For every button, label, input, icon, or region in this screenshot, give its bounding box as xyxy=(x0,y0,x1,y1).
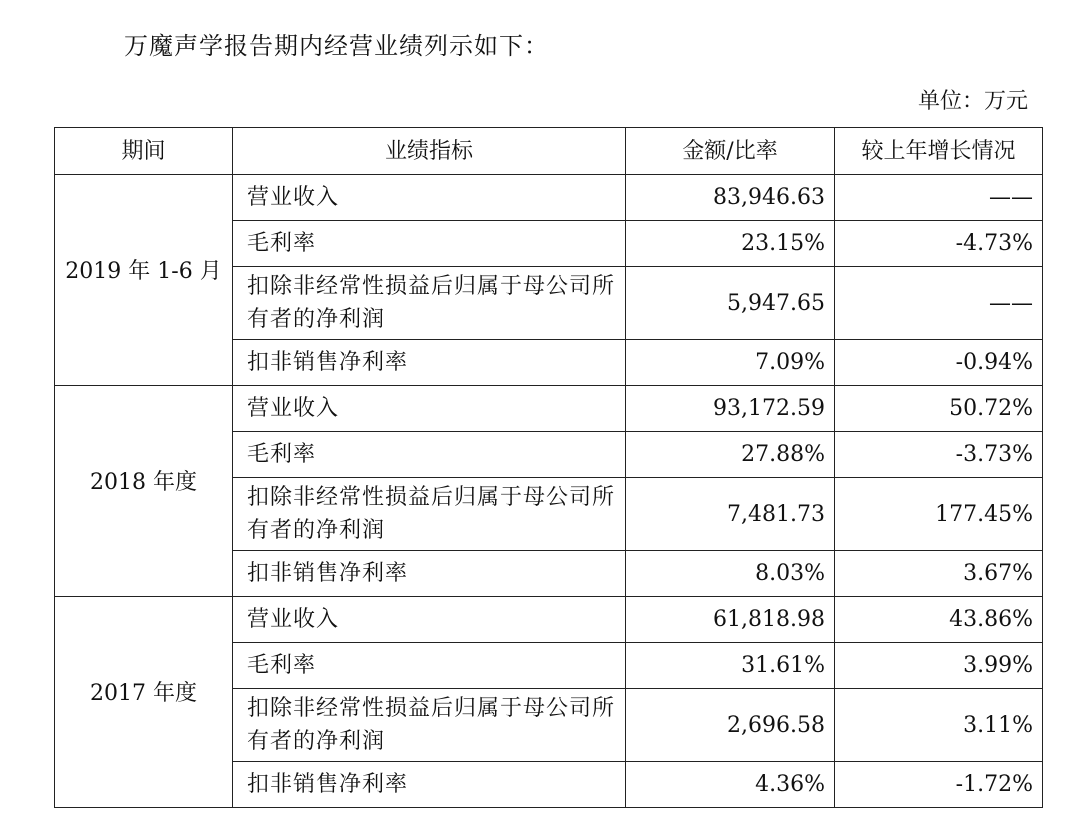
growth-cell: 43.86% xyxy=(835,597,1043,643)
value-cell: 61,818.98 xyxy=(626,597,835,643)
growth-cell: -0.94% xyxy=(835,340,1043,386)
value-cell: 31.61% xyxy=(626,643,835,689)
header-growth: 较上年增长情况 xyxy=(835,128,1043,175)
metric-cell: 扣非销售净利率 xyxy=(233,551,626,597)
value-cell: 7,481.73 xyxy=(626,478,835,551)
metric-cell: 扣非销售净利率 xyxy=(233,340,626,386)
header-value: 金额/比率 xyxy=(626,128,835,175)
growth-cell: -3.73% xyxy=(835,432,1043,478)
unit-label: 单位：万元 xyxy=(917,89,1028,114)
header-period: 期间 xyxy=(55,128,233,175)
value-cell: 27.88% xyxy=(626,432,835,478)
value-cell: 93,172.59 xyxy=(626,386,835,432)
value-cell: 8.03% xyxy=(626,551,835,597)
header-row xyxy=(55,128,1043,175)
period-cell: 2018 年度 xyxy=(55,386,233,597)
performance-table xyxy=(54,127,1043,808)
metric-cell: 营业收入 xyxy=(233,597,626,643)
intro-text: 万魔声学报告期内经营业绩列示如下： xyxy=(124,32,549,60)
growth-cell: 50.72% xyxy=(835,386,1043,432)
period-cell: 2017 年度 xyxy=(55,597,233,808)
growth-cell: —— xyxy=(835,175,1043,221)
metric-cell: 营业收入 xyxy=(233,386,626,432)
metric-cell: 营业收入 xyxy=(233,175,626,221)
metric-cell: 扣除非经常性损益后归属于母公司所有者的净利润 xyxy=(233,478,626,551)
growth-cell: 3.99% xyxy=(835,643,1043,689)
table-row xyxy=(55,175,1043,221)
value-cell: 83,946.63 xyxy=(626,175,835,221)
table-row xyxy=(55,386,1043,432)
header-metric: 业绩指标 xyxy=(233,128,626,175)
value-cell: 2,696.58 xyxy=(626,689,835,762)
growth-cell: 3.11% xyxy=(835,689,1043,762)
growth-cell: 3.67% xyxy=(835,551,1043,597)
growth-cell: 177.45% xyxy=(835,478,1043,551)
growth-cell: -4.73% xyxy=(835,221,1043,267)
value-cell: 5,947.65 xyxy=(626,267,835,340)
growth-cell: -1.72% xyxy=(835,762,1043,808)
growth-cell: —— xyxy=(835,267,1043,340)
metric-cell: 扣非销售净利率 xyxy=(233,762,626,808)
value-cell: 23.15% xyxy=(626,221,835,267)
value-cell: 4.36% xyxy=(626,762,835,808)
table-row xyxy=(55,597,1043,643)
metric-cell: 扣除非经常性损益后归属于母公司所有者的净利润 xyxy=(233,689,626,762)
metric-cell: 毛利率 xyxy=(233,221,626,267)
metric-cell: 毛利率 xyxy=(233,432,626,478)
value-cell: 7.09% xyxy=(626,340,835,386)
metric-cell: 毛利率 xyxy=(233,643,626,689)
metric-cell: 扣除非经常性损益后归属于母公司所有者的净利润 xyxy=(233,267,626,340)
period-cell: 2019 年 1-6 月 xyxy=(55,175,233,386)
